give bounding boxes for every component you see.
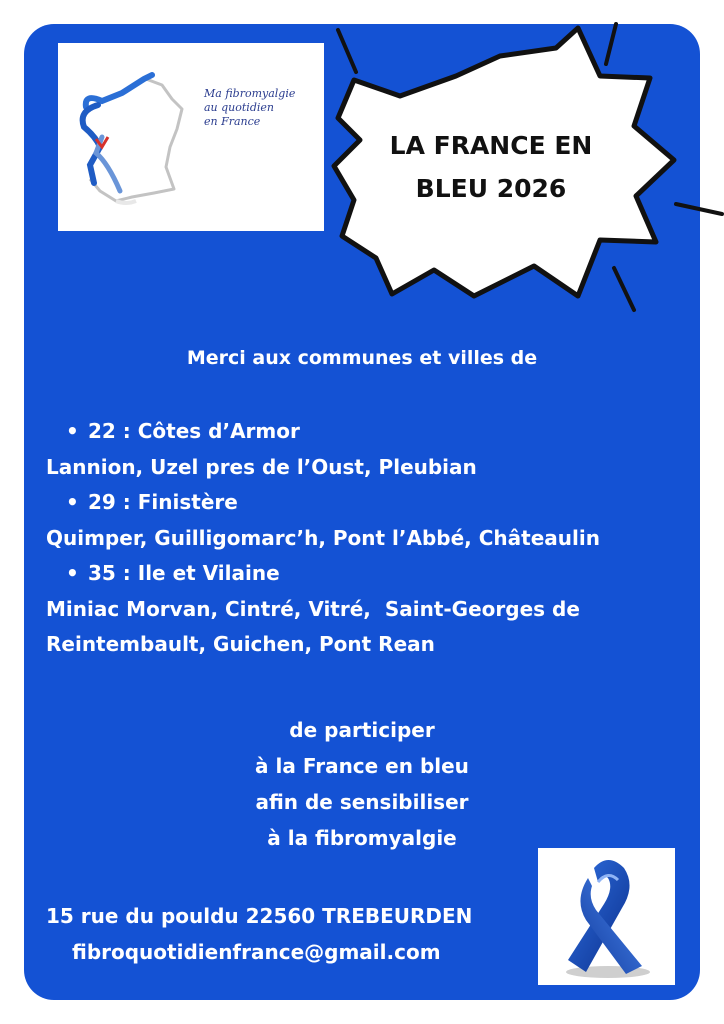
logo-line-1: Ma fibromyalgie [204, 87, 296, 100]
closing-text [0, 712, 724, 856]
closing-line-3: afin de sensibiliser [255, 790, 469, 814]
section-heading-22: • 22 : Côtes d’Armor [46, 414, 600, 450]
awareness-ribbon-icon [538, 848, 675, 985]
contact-block [46, 898, 472, 970]
logo-line-2: au quotidien [204, 101, 274, 114]
towns-35-line-1: Miniac Morvan, Cintré, Vitré, Saint-Georges de [46, 596, 580, 621]
towns-35-line-2: Reintembault, Guichen, Pont Rean [46, 632, 435, 656]
closing-line-1: de participer [289, 718, 435, 742]
ribbon-panel [538, 848, 675, 985]
title-line-2: BLEU 2026 [415, 174, 567, 203]
email-link[interactable]: fibroquotidienfrance@gmail.com [72, 940, 441, 964]
closing-line-4: à la fibromyalgie [267, 826, 457, 850]
postal-address: 15 rue du pouldu 22560 TREBEURDEN [46, 904, 473, 928]
section-heading-35: • 35 : Ile et Vilaine [46, 556, 600, 592]
logo-line-3: en France [204, 115, 261, 128]
towns-list [46, 414, 600, 663]
towns-22: Lannion, Uzel pres de l’Oust, Pleubian [46, 454, 477, 479]
poster-title [360, 124, 622, 210]
towns-29: Quimper, Guilligomarc’h, Pont l’Abbé, Châteaulin [46, 525, 600, 550]
intro-text: Merci aux communes et villes de [186, 347, 538, 369]
title-line-1: LA FRANCE EN [389, 131, 593, 160]
closing-line-2: à la France en bleu [255, 754, 469, 778]
section-heading-29: • 29 : Finistère [46, 485, 600, 521]
